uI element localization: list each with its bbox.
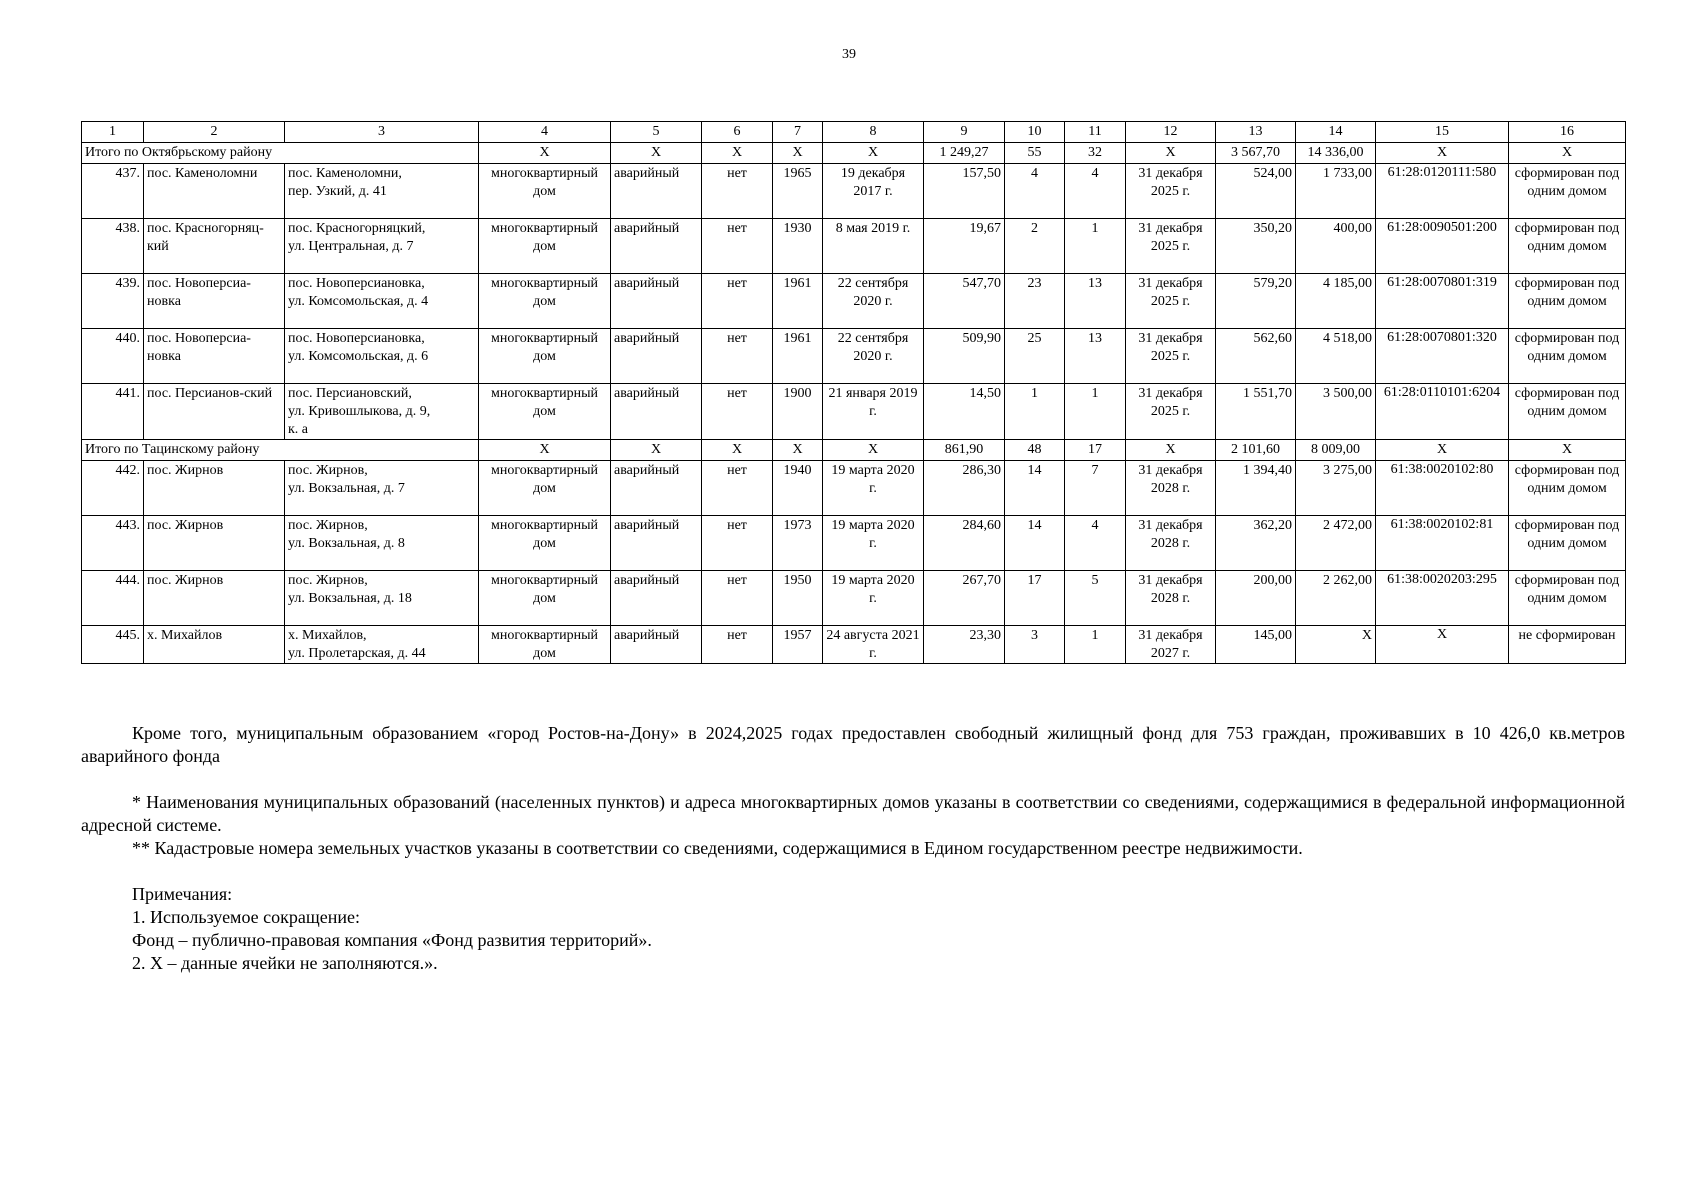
table-cell: многоквартирный дом (479, 274, 611, 329)
table-cell: многоквартирный дом (479, 329, 611, 384)
table-cell: 4 (1065, 516, 1126, 571)
table-cell: 4 (1065, 164, 1126, 219)
table-row (82, 329, 1626, 384)
table-cell: 284,60 (924, 516, 1005, 571)
table-cell: нет (702, 461, 773, 516)
page-number: 39 (842, 47, 856, 62)
table-cell: х. Михайлов (144, 626, 285, 664)
table-cell: 547,70 (924, 274, 1005, 329)
table-cell: не сформирован (1509, 626, 1626, 664)
table-cell: аварийный (611, 274, 702, 329)
total-cell: 32 (1065, 143, 1126, 164)
total-cell: 48 (1005, 440, 1065, 461)
table-cell: 31 декабря 2025 г. (1126, 274, 1216, 329)
table-cell: 438. (82, 219, 144, 274)
table-cell: 1 733,00 (1296, 164, 1376, 219)
table-cell: 21 января 2019 г. (823, 384, 924, 440)
table-cell: х. Михайлов, ул. Пролетарская, д. 44 (285, 626, 479, 664)
column-number: 12 (1126, 122, 1216, 143)
table-cell: нет (702, 164, 773, 219)
table-cell: 267,70 (924, 571, 1005, 626)
table-row (82, 516, 1626, 571)
table-cell: 61:28:0090501:200 (1376, 219, 1509, 274)
table-cell: 3 275,00 (1296, 461, 1376, 516)
table-cell: пос. Жирнов (144, 461, 285, 516)
column-number: 10 (1005, 122, 1065, 143)
table-cell: многоквартирный дом (479, 626, 611, 664)
table-cell: 440. (82, 329, 144, 384)
table-cell: 25 (1005, 329, 1065, 384)
table-cell: 437. (82, 164, 144, 219)
total-cell: 2 101,60 (1216, 440, 1296, 461)
total-cell: X (611, 143, 702, 164)
table-cell: 31 декабря 2025 г. (1126, 384, 1216, 440)
total-cell: X (773, 440, 823, 461)
total-cell: 17 (1065, 440, 1126, 461)
table-row (82, 461, 1626, 516)
table-cell: 61:38:0020203:295 (1376, 571, 1509, 626)
note-abbreviation-detail: Фонд – публично-правовая компания «Фонд развития территорий». (132, 930, 652, 950)
table-cell: 13 (1065, 329, 1126, 384)
table-cell: 14,50 (924, 384, 1005, 440)
housing-registry-table (81, 121, 1626, 664)
table-cell: пос. Персиановский, ул. Кривошлыкова, д. 9, к. а (285, 384, 479, 440)
table-cell: 19 марта 2020 г. (823, 461, 924, 516)
column-number: 6 (702, 122, 773, 143)
table-cell: 22 сентября 2020 г. (823, 329, 924, 384)
table-cell: 1965 (773, 164, 823, 219)
table-cell: 61:28:0070801:320 (1376, 329, 1509, 384)
table-cell: сформирован под одним домом (1509, 164, 1626, 219)
table-cell: 23,30 (924, 626, 1005, 664)
table-cell: сформирован под одним домом (1509, 274, 1626, 329)
table-cell: 443. (82, 516, 144, 571)
table-cell: 1 (1065, 384, 1126, 440)
table-cell: 350,20 (1216, 219, 1296, 274)
table-cell: сформирован под одним домом (1509, 329, 1626, 384)
table-cell: 445. (82, 626, 144, 664)
column-number: 2 (144, 122, 285, 143)
table-cell: 157,50 (924, 164, 1005, 219)
note-abbreviation: 1. Используемое сокращение: (132, 907, 360, 927)
table-cell: многоквартирный дом (479, 384, 611, 440)
table-row (82, 571, 1626, 626)
column-number: 4 (479, 122, 611, 143)
table-cell: 1 (1005, 384, 1065, 440)
table-cell: 1950 (773, 571, 823, 626)
column-number: 15 (1376, 122, 1509, 143)
table-row (82, 384, 1626, 440)
total-cell: X (1126, 440, 1216, 461)
table-cell: 1973 (773, 516, 823, 571)
table-cell: пос. Новоперсиановка, ул. Комсомольская, д. 4 (285, 274, 479, 329)
table-cell: 31 декабря 2025 г. (1126, 164, 1216, 219)
table-cell: 439. (82, 274, 144, 329)
table-cell: 1940 (773, 461, 823, 516)
table-cell: нет (702, 384, 773, 440)
table-cell: 1900 (773, 384, 823, 440)
table-cell: 7 (1065, 461, 1126, 516)
table-cell: сформирован под одним домом (1509, 571, 1626, 626)
table-cell: 31 декабря 2028 г. (1126, 571, 1216, 626)
table-cell: пос. Жирнов (144, 571, 285, 626)
total-cell: 55 (1005, 143, 1065, 164)
total-cell: X (773, 143, 823, 164)
table-cell: 1961 (773, 274, 823, 329)
table-cell: 31 декабря 2025 г. (1126, 329, 1216, 384)
table-cell: 8 мая 2019 г. (823, 219, 924, 274)
table-cell: 400,00 (1296, 219, 1376, 274)
table-cell: сформирован под одним домом (1509, 384, 1626, 440)
table-cell: 200,00 (1216, 571, 1296, 626)
total-cell: X (1376, 440, 1509, 461)
table-cell: сформирован под одним домом (1509, 461, 1626, 516)
table-cell: 24 августа 2021 г. (823, 626, 924, 664)
column-number: 7 (773, 122, 823, 143)
table-cell: пос. Жирнов, ул. Вокзальная, д. 7 (285, 461, 479, 516)
table-cell: 1 394,40 (1216, 461, 1296, 516)
table-cell: 31 декабря 2028 г. (1126, 516, 1216, 571)
table-cell: пос. Новоперсиа-новка (144, 329, 285, 384)
table-cell: 19 декабря 2017 г. (823, 164, 924, 219)
district-total-label: Итого по Тацинскому району (82, 440, 479, 461)
total-cell: X (479, 440, 611, 461)
table-cell: 19 марта 2020 г. (823, 516, 924, 571)
column-number: 8 (823, 122, 924, 143)
table-cell: 19 марта 2020 г. (823, 571, 924, 626)
table-cell: нет (702, 329, 773, 384)
table-cell: 31 декабря 2025 г. (1126, 219, 1216, 274)
table-cell: 61:28:0120111:580 (1376, 164, 1509, 219)
table-cell: многоквартирный дом (479, 516, 611, 571)
table-cell: аварийный (611, 571, 702, 626)
total-cell: 14 336,00 (1296, 143, 1376, 164)
column-number: 11 (1065, 122, 1126, 143)
table-cell: X (1296, 626, 1376, 664)
table-cell: 4 (1005, 164, 1065, 219)
table-cell: аварийный (611, 329, 702, 384)
total-cell: 861,90 (924, 440, 1005, 461)
table-cell: 1 (1065, 626, 1126, 664)
table-cell: аварийный (611, 219, 702, 274)
table-cell: 509,90 (924, 329, 1005, 384)
table-cell: аварийный (611, 516, 702, 571)
table-cell: пос. Каменоломни (144, 164, 285, 219)
table-row (82, 626, 1626, 664)
table-cell: X (1376, 626, 1509, 664)
table-cell: 579,20 (1216, 274, 1296, 329)
district-total-row (82, 440, 1626, 461)
total-cell: X (1509, 143, 1626, 164)
table-cell: 4 185,00 (1296, 274, 1376, 329)
column-number: 14 (1296, 122, 1376, 143)
table-cell: 31 декабря 2027 г. (1126, 626, 1216, 664)
total-cell: 1 249,27 (924, 143, 1005, 164)
table-cell: многоквартирный дом (479, 164, 611, 219)
table-cell: 2 (1005, 219, 1065, 274)
table-cell: сформирован под одним домом (1509, 516, 1626, 571)
table-cell: 13 (1065, 274, 1126, 329)
table-row (82, 274, 1626, 329)
table-cell: пос. Красногорняц-кий (144, 219, 285, 274)
footnote-cadastral: ** Кадастровые номера земельных участков указаны в соответствии со сведениями, содержащимися в Едином государственном реестре недвижимости. (132, 838, 1303, 858)
table-cell: аварийный (611, 626, 702, 664)
table-cell: аварийный (611, 384, 702, 440)
note-x-cells: 2. X – данные ячейки не заполняются.». (132, 953, 438, 973)
table-cell: нет (702, 571, 773, 626)
table-cell: 441. (82, 384, 144, 440)
text-block (81, 722, 1625, 975)
table-cell: 2 472,00 (1296, 516, 1376, 571)
table-cell: пос. Новоперсиановка, ул. Комсомольская, д. 6 (285, 329, 479, 384)
table-cell: нет (702, 219, 773, 274)
footnote-addresses: * Наименования муниципальных образований (населенных пунктов) и адреса многоквартирных домов указаны в соответствии со сведениями, содержащимися в федеральной информационной адресной системе. (81, 792, 1625, 835)
table-cell: 4 518,00 (1296, 329, 1376, 384)
table-cell: аварийный (611, 164, 702, 219)
table-cell: 442. (82, 461, 144, 516)
table-cell: пос. Персианов-ский (144, 384, 285, 440)
table-cell: нет (702, 274, 773, 329)
table-cell: 1 (1065, 219, 1126, 274)
total-cell: X (611, 440, 702, 461)
table-cell: 5 (1065, 571, 1126, 626)
district-total-row (82, 143, 1626, 164)
column-number: 1 (82, 122, 144, 143)
table-cell: 61:28:0070801:319 (1376, 274, 1509, 329)
table-cell: 17 (1005, 571, 1065, 626)
table-cell: 3 (1005, 626, 1065, 664)
column-number: 9 (924, 122, 1005, 143)
table-cell: 1930 (773, 219, 823, 274)
table-cell: 1 551,70 (1216, 384, 1296, 440)
table-cell: многоквартирный дом (479, 571, 611, 626)
table-cell: 1957 (773, 626, 823, 664)
table-cell: нет (702, 626, 773, 664)
notes-title: Примечания: (132, 884, 233, 904)
table-cell: аварийный (611, 461, 702, 516)
table-cell: пос. Жирнов (144, 516, 285, 571)
column-number: 16 (1509, 122, 1626, 143)
table-cell: 1961 (773, 329, 823, 384)
total-cell: X (823, 143, 924, 164)
table-cell: 3 500,00 (1296, 384, 1376, 440)
table-cell: пос. Жирнов, ул. Вокзальная, д. 18 (285, 571, 479, 626)
table-cell: пос. Красногорняцкий, ул. Центральная, д. 7 (285, 219, 479, 274)
table-cell: 23 (1005, 274, 1065, 329)
table-cell: нет (702, 516, 773, 571)
total-cell: X (479, 143, 611, 164)
table-cell: 444. (82, 571, 144, 626)
table-cell: многоквартирный дом (479, 219, 611, 274)
total-cell: X (1376, 143, 1509, 164)
total-cell: X (1126, 143, 1216, 164)
table-cell: 2 262,00 (1296, 571, 1376, 626)
total-cell: X (1509, 440, 1626, 461)
total-cell: X (823, 440, 924, 461)
total-cell: 8 009,00 (1296, 440, 1376, 461)
column-number: 5 (611, 122, 702, 143)
table-row (82, 219, 1626, 274)
table-cell: сформирован под одним домом (1509, 219, 1626, 274)
table-cell: 562,60 (1216, 329, 1296, 384)
table-cell: 19,67 (924, 219, 1005, 274)
table-cell: 61:38:0020102:80 (1376, 461, 1509, 516)
table-cell: 14 (1005, 516, 1065, 571)
table-cell: 286,30 (924, 461, 1005, 516)
paragraph-rostov: Кроме того, муниципальным образованием «город Ростов-на-Дону» в 2024,2025 годах предоставлен свободный жилищный фонд для 753 граждан, проживавших в 10 426,0 кв.метров аварийного фонда (81, 723, 1625, 766)
table-cell: пос. Жирнов, ул. Вокзальная, д. 8 (285, 516, 479, 571)
column-number-row (82, 122, 1626, 143)
table-cell: 14 (1005, 461, 1065, 516)
table-cell: 524,00 (1216, 164, 1296, 219)
table-cell: 22 сентября 2020 г. (823, 274, 924, 329)
district-total-label: Итого по Октябрьскому району (82, 143, 479, 164)
table-cell: 145,00 (1216, 626, 1296, 664)
total-cell: X (702, 143, 773, 164)
table-cell: 61:38:0020102:81 (1376, 516, 1509, 571)
table-cell: пос. Каменоломни, пер. Узкий, д. 41 (285, 164, 479, 219)
column-number: 13 (1216, 122, 1296, 143)
table-cell: пос. Новоперсиа-новка (144, 274, 285, 329)
table-cell: 362,20 (1216, 516, 1296, 571)
table-cell: многоквартирный дом (479, 461, 611, 516)
table-row (82, 164, 1626, 219)
table-cell: 61:28:0110101:6204 (1376, 384, 1509, 440)
column-number: 3 (285, 122, 479, 143)
total-cell: X (702, 440, 773, 461)
total-cell: 3 567,70 (1216, 143, 1296, 164)
table-cell: 31 декабря 2028 г. (1126, 461, 1216, 516)
